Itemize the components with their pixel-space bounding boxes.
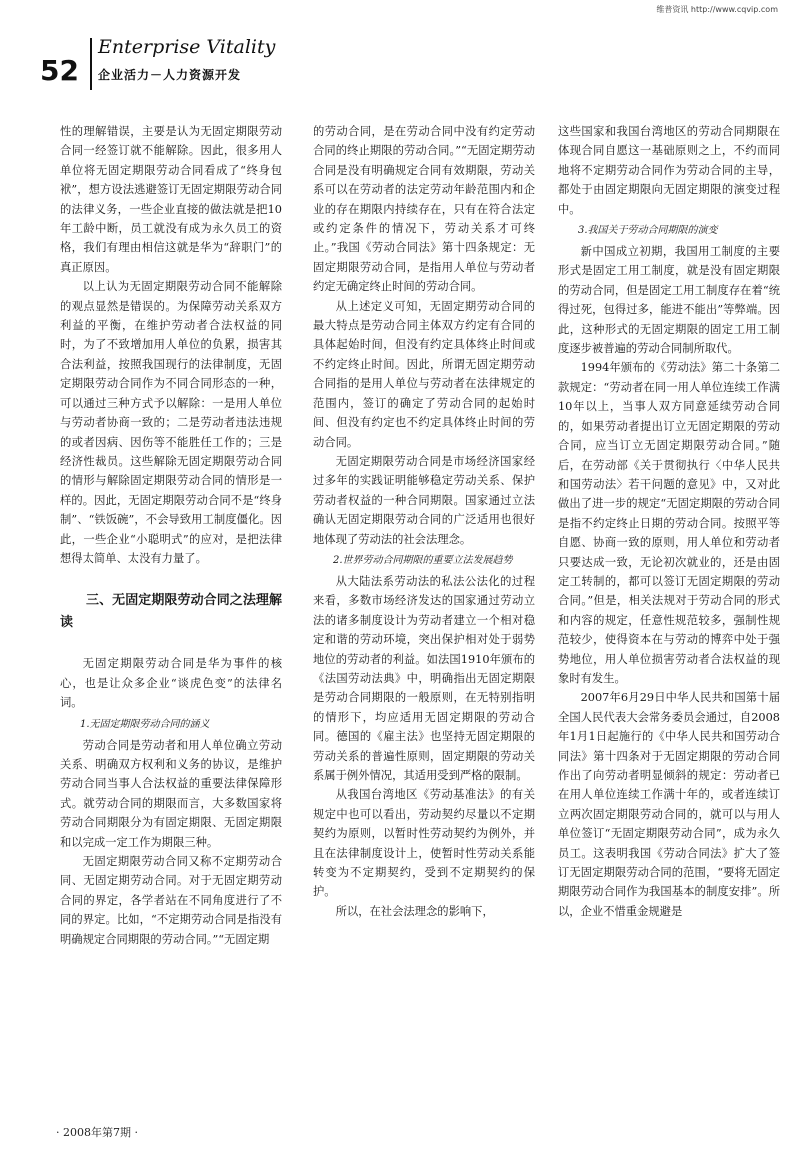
- source-watermark: 维普资讯 http://www.cqvip.com: [656, 5, 778, 14]
- issue-footer: · 2008年第7期 ·: [56, 1126, 138, 1139]
- paragraph: 无固定期限劳动合同是华为事件的核心，也是让众多企业“谈虎色变”的法律名词。: [60, 657, 282, 710]
- paragraph: 的劳动合同，是在劳动合同中没有约定劳动合同的终止期限的劳动合同。”“无固定期劳动合同是没有明确规定合同有效期限，劳动关系可以在劳动者的法定劳动年龄范围内和企业的存在期限内持续存在，只有在符合法定或约定条件的情况下，劳动关系才可终止。”我国《劳动合同法》第十四条规定：无固定期限劳动合同，是指用人单位与劳动者约定无确定终止时间的劳动合同。: [313, 125, 535, 294]
- paragraph: 无固定期限劳动合同是市场经济国家经过多年的实践证明能够稳定劳动关系、保护劳动者权益的一种合同期限。国家通过立法确认无固定期限劳动合同的广泛适用也很好地体现了劳动法的社会法理念。: [313, 454, 535, 546]
- header-divider: [90, 38, 92, 90]
- paragraph: 以上认为无固定期限劳动合同不能解除的观点显然是错误的。为保障劳动关系双方利益的平衡，在维护劳动者合法权益的同时，为了不致增加用人单位的负累，损害其合法利益，按照我国现行的法律制度，无固定期限劳动合同作为不同合同形态的一种，可以通过三种方式予以解除：一是用人单位与劳动者协商一致的；二是劳动者违法违规的或者因病、因伤等不能胜任工作的；三是经济性裁员。这些解除无固定期限劳动合同的情形与解除固定期限劳动合同的情形是一样的。因此，无固定期限劳动合同不是“终身制”、“铁饭碗”，不会导致用工制度僵化。因此，一些企业“小聪明式”的应对，是把法律想得太简单、太没有力量了。: [60, 280, 282, 565]
- paragraph: 劳动合同是劳动者和用人单位确立劳动关系、明确双方权利和义务的协议，是维护劳动合同当事人合法权益的重要法律保障形式。就劳动合同的期限而言，大多数国家将劳动合同期限分为有固定期限、无固定期限和以完成一定工作为期限三种。: [60, 738, 282, 849]
- text-column-1: [60, 122, 282, 1112]
- subsection-heading: 3.我国关于劳动合同期限的演变: [578, 225, 718, 237]
- section-heading: 三、无固定期限劳动合同之法理解读: [60, 593, 282, 631]
- paragraph: 从大陆法系劳动法的私法公法化的过程来看，多数市场经济发达的国家通过劳动立法的诸多制度设计为劳动者建立一个相对稳定和谐的劳动环境，突出保护相对处于弱势地位的劳动者的利益。如法国1910年颁布的《法国劳动法典》中，明确指出无固定期限是劳动合同期限的一般原则，在无特别指明的情形下，均应适用无固定期限的劳动合同。德国的《雇主法》也坚持无固定期限的劳动关系的普遍性原则，固定期限的劳动关系属于例外情况，其适用受到严格的限制。: [313, 574, 535, 782]
- paragraph: 1994年颁布的《劳动法》第二十条第二款规定：“劳动者在同一用人单位连续工作满10年以上，当事人双方同意延续劳动合同的，如果劳动者提出订立无固定期限的劳动合同，应当订立无固定期限劳动合同。”随后，在劳动部《关于贯彻执行〈中华人民共和国劳动法〉若干问题的意见》中，又对此做出了进一步的规定“无固定期限的劳动合同是指不约定终止日期的劳动合同。按照平等自愿、协商一致的原则，用人单位和劳动者只要达成一致，无论初次就业的，还是由固定工转制的，都可以签订无固定期限的劳动合同。”但是，相关法规对于劳动合同的形式和内容的规定，任意性规范较多，强制性规范较少，使得资本在与劳动的博弈中处于强势地位，用人单位损害劳动者合法权益的现象时有发生。: [558, 361, 780, 685]
- paragraph: 从我国台湾地区《劳动基准法》的有关规定中也可以看出，劳动契约尽量以不定期契约为原则，以暂时性劳动契约为例外，并且在法律制度设计上，使暂时性劳动关系能转变为不定期契约，受到不定期契约的保护。: [313, 788, 535, 899]
- subsection-heading: 1.无固定期限劳动合同的涵义: [80, 718, 210, 730]
- magazine-title-en: Enterprise Vitality: [98, 36, 276, 58]
- paragraph: 这些国家和我国台湾地区的劳动合同期限在体现合同自愿这一基础原则之上，不约而同地将不定期劳动合同作为劳动合同的主导，都处于由固定期限向无固定期限的演变过程中。: [558, 125, 780, 216]
- page-number: 52: [40, 54, 79, 87]
- paragraph: 2007年6月29日中华人民共和国第十届全国人民代表大会常务委员会通过，自2008年1月1日起施行的《中华人民共和国劳动合同法》第十四条对于无固定期限的劳动合同作出了向劳动者明显倾斜的规定：劳动者已在用人单位连续工作满十年的，或者连续订立两次固定期限劳动合同的，就可以与用人单位签订“无固定期限劳动合同”，成为永久员工。这表明我国《劳动合同法》扩大了签订无固定期限劳动合同的范围，“要将无固定期限劳动合同作为我国基本的制度安排”。所以，企业不惜重金规避是: [558, 691, 780, 918]
- subsection-heading: 2.世界劳动合同期限的重要立法发展趋势: [333, 554, 513, 566]
- paragraph: 所以，在社会法理念的影响下，: [335, 904, 494, 918]
- text-column-2: [313, 122, 535, 1112]
- text-column-3: [558, 122, 780, 1112]
- paragraph: 新中国成立初期，我国用工制度的主要形式是固定工用工制度，就是没有固定期限的劳动合同，但是固定工用工制度存在着“统得过死，包得过多，能进不能出”等弊端。因此，这种形式的无固定期限的固定工用工制度逐步被普遍的劳动合同制所取代。: [558, 245, 780, 356]
- paragraph: 无固定期限劳动合同又称不定期劳动合同、无固定期劳动合同。对于无固定期劳动合同的界定，各学者站在不同角度进行了不同的界定。比如，“不定期劳动合同是指没有明确规定合同期限的劳动合同。”“无固定期: [60, 855, 282, 946]
- paragraph: 从上述定义可知，无固定期劳动合同的最大特点是劳动合同主体双方约定有合同的具体起始时间，但没有约定具体终止时间或不约定终止时间。因此，所谓无固定期劳动合同指的是用人单位与劳动者在法律规定的范围内，签订的确定了劳动合同的起始时间、但没有约定也不约定具体终止时间的劳动合同。: [313, 299, 535, 449]
- paragraph: 性的理解错误，主要是认为无固定期限劳动合同一经签订就不能解除。因此，很多用人单位将无固定期限劳动合同看成了“终身包袱”，想方设法逃避签订无固定期限劳动合同的法律义务，一些企业直接的做法就是把10年工龄中断，员工就没有成为永久员工的资格，我们有理由相信这就是华为“辞职门”的真正原因。: [60, 125, 282, 274]
- magazine-title-cn: 企业活力－人力资源开发: [98, 68, 242, 82]
- page-header: [40, 30, 360, 90]
